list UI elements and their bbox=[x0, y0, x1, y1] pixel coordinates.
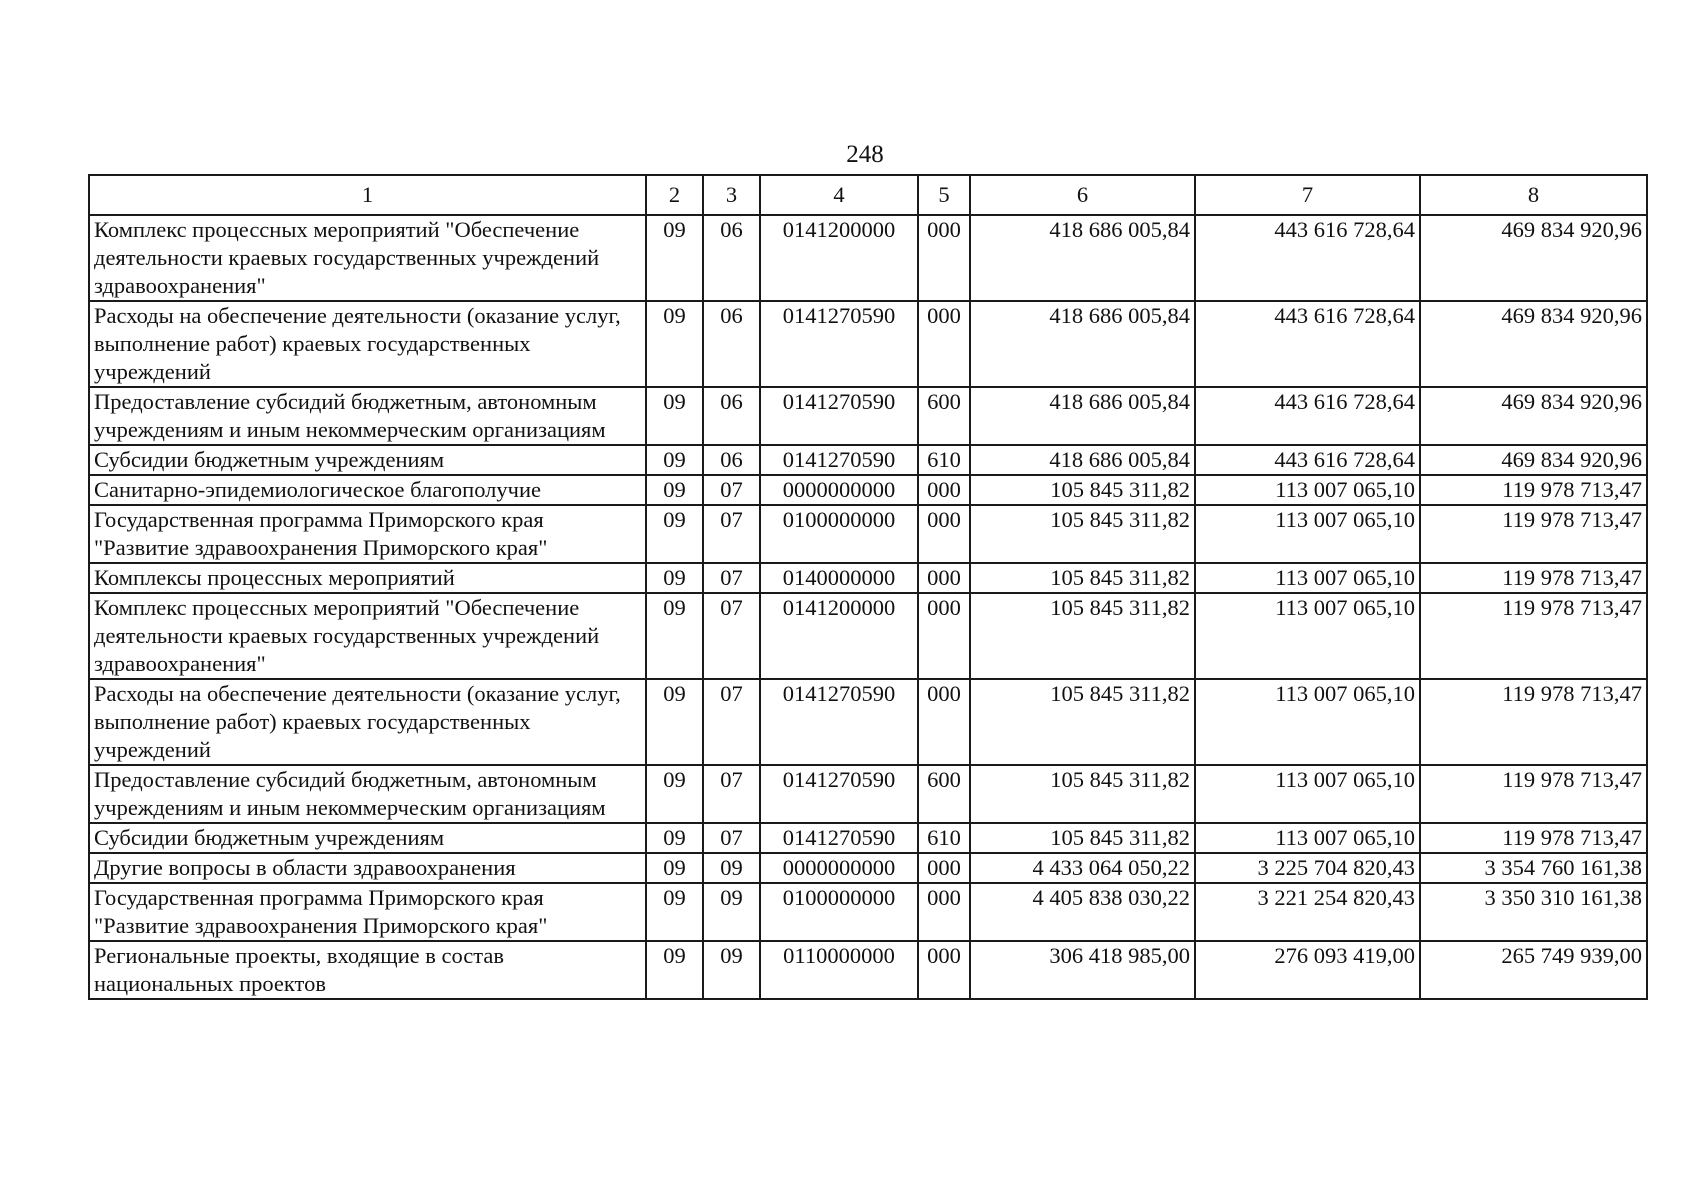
amount-col-7: 113 007 065,10 bbox=[1195, 679, 1420, 765]
row-name: Комплекс процессных мероприятий "Обеспечение деятельности краевых государственных учреждений здравоохранения" bbox=[89, 593, 646, 679]
row-name: Санитарно-эпидемиологическое благополучие bbox=[89, 475, 646, 505]
target-article-code: 0141270590 bbox=[760, 387, 918, 445]
row-name: Предоставление субсидий бюджетным, автономным учреждениям и иным некоммерческим организациям bbox=[89, 765, 646, 823]
subsection-code: 07 bbox=[703, 593, 760, 679]
amount-col-7: 276 093 419,00 bbox=[1195, 941, 1420, 999]
amount-col-7: 113 007 065,10 bbox=[1195, 765, 1420, 823]
subsection-code: 07 bbox=[703, 765, 760, 823]
section-code: 09 bbox=[646, 215, 703, 301]
row-name: Предоставление субсидий бюджетным, автономным учреждениям и иным некоммерческим организациям bbox=[89, 387, 646, 445]
amount-col-6: 105 845 311,82 bbox=[970, 593, 1195, 679]
amount-col-7: 113 007 065,10 bbox=[1195, 505, 1420, 563]
amount-col-8: 3 354 760 161,38 bbox=[1420, 853, 1647, 883]
amount-col-8: 119 978 713,47 bbox=[1420, 765, 1647, 823]
row-name: Субсидии бюджетным учреждениям bbox=[89, 445, 646, 475]
amount-col-7: 443 616 728,64 bbox=[1195, 387, 1420, 445]
column-header: 7 bbox=[1195, 175, 1420, 215]
subsection-code: 09 bbox=[703, 853, 760, 883]
column-header: 5 bbox=[918, 175, 970, 215]
row-name: Комплекс процессных мероприятий "Обеспечение деятельности краевых государственных учреждений здравоохранения" bbox=[89, 215, 646, 301]
row-name: Субсидии бюджетным учреждениям bbox=[89, 823, 646, 853]
subsection-code: 06 bbox=[703, 215, 760, 301]
amount-col-7: 443 616 728,64 bbox=[1195, 215, 1420, 301]
expense-type-code: 610 bbox=[918, 823, 970, 853]
table-row bbox=[89, 823, 1647, 853]
expense-type-code: 000 bbox=[918, 941, 970, 999]
subsection-code: 07 bbox=[703, 563, 760, 593]
target-article-code: 0000000000 bbox=[760, 853, 918, 883]
expense-type-code: 000 bbox=[918, 679, 970, 765]
amount-col-6: 105 845 311,82 bbox=[970, 823, 1195, 853]
amount-col-8: 469 834 920,96 bbox=[1420, 215, 1647, 301]
amount-col-8: 469 834 920,96 bbox=[1420, 301, 1647, 387]
target-article-code: 0141200000 bbox=[760, 593, 918, 679]
section-code: 09 bbox=[646, 853, 703, 883]
column-header: 8 bbox=[1420, 175, 1647, 215]
amount-col-6: 418 686 005,84 bbox=[970, 215, 1195, 301]
expense-type-code: 000 bbox=[918, 475, 970, 505]
table-row bbox=[89, 941, 1647, 999]
amount-col-6: 105 845 311,82 bbox=[970, 679, 1195, 765]
column-header: 4 bbox=[760, 175, 918, 215]
table-row bbox=[89, 679, 1647, 765]
amount-col-6: 105 845 311,82 bbox=[970, 475, 1195, 505]
table-row bbox=[89, 505, 1647, 563]
expense-type-code: 000 bbox=[918, 301, 970, 387]
target-article-code: 0141270590 bbox=[760, 765, 918, 823]
row-name: Комплексы процессных мероприятий bbox=[89, 563, 646, 593]
amount-col-7: 113 007 065,10 bbox=[1195, 593, 1420, 679]
amount-col-7: 113 007 065,10 bbox=[1195, 823, 1420, 853]
table-row bbox=[89, 883, 1647, 941]
expense-type-code: 000 bbox=[918, 563, 970, 593]
amount-col-7: 3 221 254 820,43 bbox=[1195, 883, 1420, 941]
amount-col-8: 119 978 713,47 bbox=[1420, 475, 1647, 505]
section-code: 09 bbox=[646, 387, 703, 445]
table-row bbox=[89, 853, 1647, 883]
section-code: 09 bbox=[646, 823, 703, 853]
expense-type-code: 600 bbox=[918, 765, 970, 823]
table-row bbox=[89, 563, 1647, 593]
table-row bbox=[89, 215, 1647, 301]
column-header: 3 bbox=[703, 175, 760, 215]
row-name: Расходы на обеспечение деятельности (оказание услуг, выполнение работ) краевых государственных учреждений bbox=[89, 301, 646, 387]
section-code: 09 bbox=[646, 505, 703, 563]
expense-type-code: 000 bbox=[918, 215, 970, 301]
amount-col-6: 306 418 985,00 bbox=[970, 941, 1195, 999]
target-article-code: 0141270590 bbox=[760, 445, 918, 475]
section-code: 09 bbox=[646, 765, 703, 823]
table-row bbox=[89, 445, 1647, 475]
amount-col-6: 418 686 005,84 bbox=[970, 445, 1195, 475]
table-row bbox=[89, 301, 1647, 387]
subsection-code: 06 bbox=[703, 301, 760, 387]
amount-col-8: 119 978 713,47 bbox=[1420, 505, 1647, 563]
subsection-code: 07 bbox=[703, 505, 760, 563]
amount-col-6: 4 405 838 030,22 bbox=[970, 883, 1195, 941]
row-name: Расходы на обеспечение деятельности (оказание услуг, выполнение работ) краевых государственных учреждений bbox=[89, 679, 646, 765]
expense-type-code: 000 bbox=[918, 593, 970, 679]
target-article-code: 0100000000 bbox=[760, 505, 918, 563]
subsection-code: 07 bbox=[703, 823, 760, 853]
amount-col-6: 105 845 311,82 bbox=[970, 563, 1195, 593]
subsection-code: 09 bbox=[703, 883, 760, 941]
budget-table bbox=[88, 174, 1648, 1000]
amount-col-8: 469 834 920,96 bbox=[1420, 445, 1647, 475]
target-article-code: 0141200000 bbox=[760, 215, 918, 301]
section-code: 09 bbox=[646, 475, 703, 505]
subsection-code: 07 bbox=[703, 475, 760, 505]
amount-col-8: 119 978 713,47 bbox=[1420, 563, 1647, 593]
row-name: Региональные проекты, входящие в состав национальных проектов bbox=[89, 941, 646, 999]
column-header: 1 bbox=[89, 175, 646, 215]
amount-col-8: 119 978 713,47 bbox=[1420, 679, 1647, 765]
amount-col-7: 3 225 704 820,43 bbox=[1195, 853, 1420, 883]
row-name: Государственная программа Приморского края "Развитие здравоохранения Приморского края" bbox=[89, 883, 646, 941]
column-header: 2 bbox=[646, 175, 703, 215]
amount-col-8: 119 978 713,47 bbox=[1420, 593, 1647, 679]
amount-col-8: 3 350 310 161,38 bbox=[1420, 883, 1647, 941]
expense-type-code: 000 bbox=[918, 883, 970, 941]
section-code: 09 bbox=[646, 679, 703, 765]
row-name: Другие вопросы в области здравоохранения bbox=[89, 853, 646, 883]
table-row bbox=[89, 765, 1647, 823]
amount-col-6: 418 686 005,84 bbox=[970, 301, 1195, 387]
amount-col-6: 4 433 064 050,22 bbox=[970, 853, 1195, 883]
target-article-code: 0000000000 bbox=[760, 475, 918, 505]
expense-type-code: 610 bbox=[918, 445, 970, 475]
section-code: 09 bbox=[646, 445, 703, 475]
amount-col-7: 443 616 728,64 bbox=[1195, 445, 1420, 475]
section-code: 09 bbox=[646, 563, 703, 593]
subsection-code: 06 bbox=[703, 445, 760, 475]
subsection-code: 07 bbox=[703, 679, 760, 765]
amount-col-7: 113 007 065,10 bbox=[1195, 563, 1420, 593]
expense-type-code: 000 bbox=[918, 853, 970, 883]
target-article-code: 0110000000 bbox=[760, 941, 918, 999]
table-row bbox=[89, 387, 1647, 445]
row-name: Государственная программа Приморского края "Развитие здравоохранения Приморского края" bbox=[89, 505, 646, 563]
amount-col-7: 443 616 728,64 bbox=[1195, 301, 1420, 387]
expense-type-code: 000 bbox=[918, 505, 970, 563]
section-code: 09 bbox=[646, 593, 703, 679]
amount-col-8: 265 749 939,00 bbox=[1420, 941, 1647, 999]
section-code: 09 bbox=[646, 941, 703, 999]
amount-col-6: 418 686 005,84 bbox=[970, 387, 1195, 445]
target-article-code: 0100000000 bbox=[760, 883, 918, 941]
page-number: 248 bbox=[846, 141, 884, 168]
header-row bbox=[89, 175, 1647, 215]
section-code: 09 bbox=[646, 883, 703, 941]
amount-col-7: 113 007 065,10 bbox=[1195, 475, 1420, 505]
target-article-code: 0141270590 bbox=[760, 823, 918, 853]
target-article-code: 0141270590 bbox=[760, 679, 918, 765]
table-row bbox=[89, 475, 1647, 505]
amount-col-6: 105 845 311,82 bbox=[970, 505, 1195, 563]
subsection-code: 06 bbox=[703, 387, 760, 445]
table-row bbox=[89, 593, 1647, 679]
amount-col-6: 105 845 311,82 bbox=[970, 765, 1195, 823]
expense-type-code: 600 bbox=[918, 387, 970, 445]
target-article-code: 0141270590 bbox=[760, 301, 918, 387]
amount-col-8: 469 834 920,96 bbox=[1420, 387, 1647, 445]
subsection-code: 09 bbox=[703, 941, 760, 999]
column-header: 6 bbox=[970, 175, 1195, 215]
section-code: 09 bbox=[646, 301, 703, 387]
target-article-code: 0140000000 bbox=[760, 563, 918, 593]
amount-col-8: 119 978 713,47 bbox=[1420, 823, 1647, 853]
